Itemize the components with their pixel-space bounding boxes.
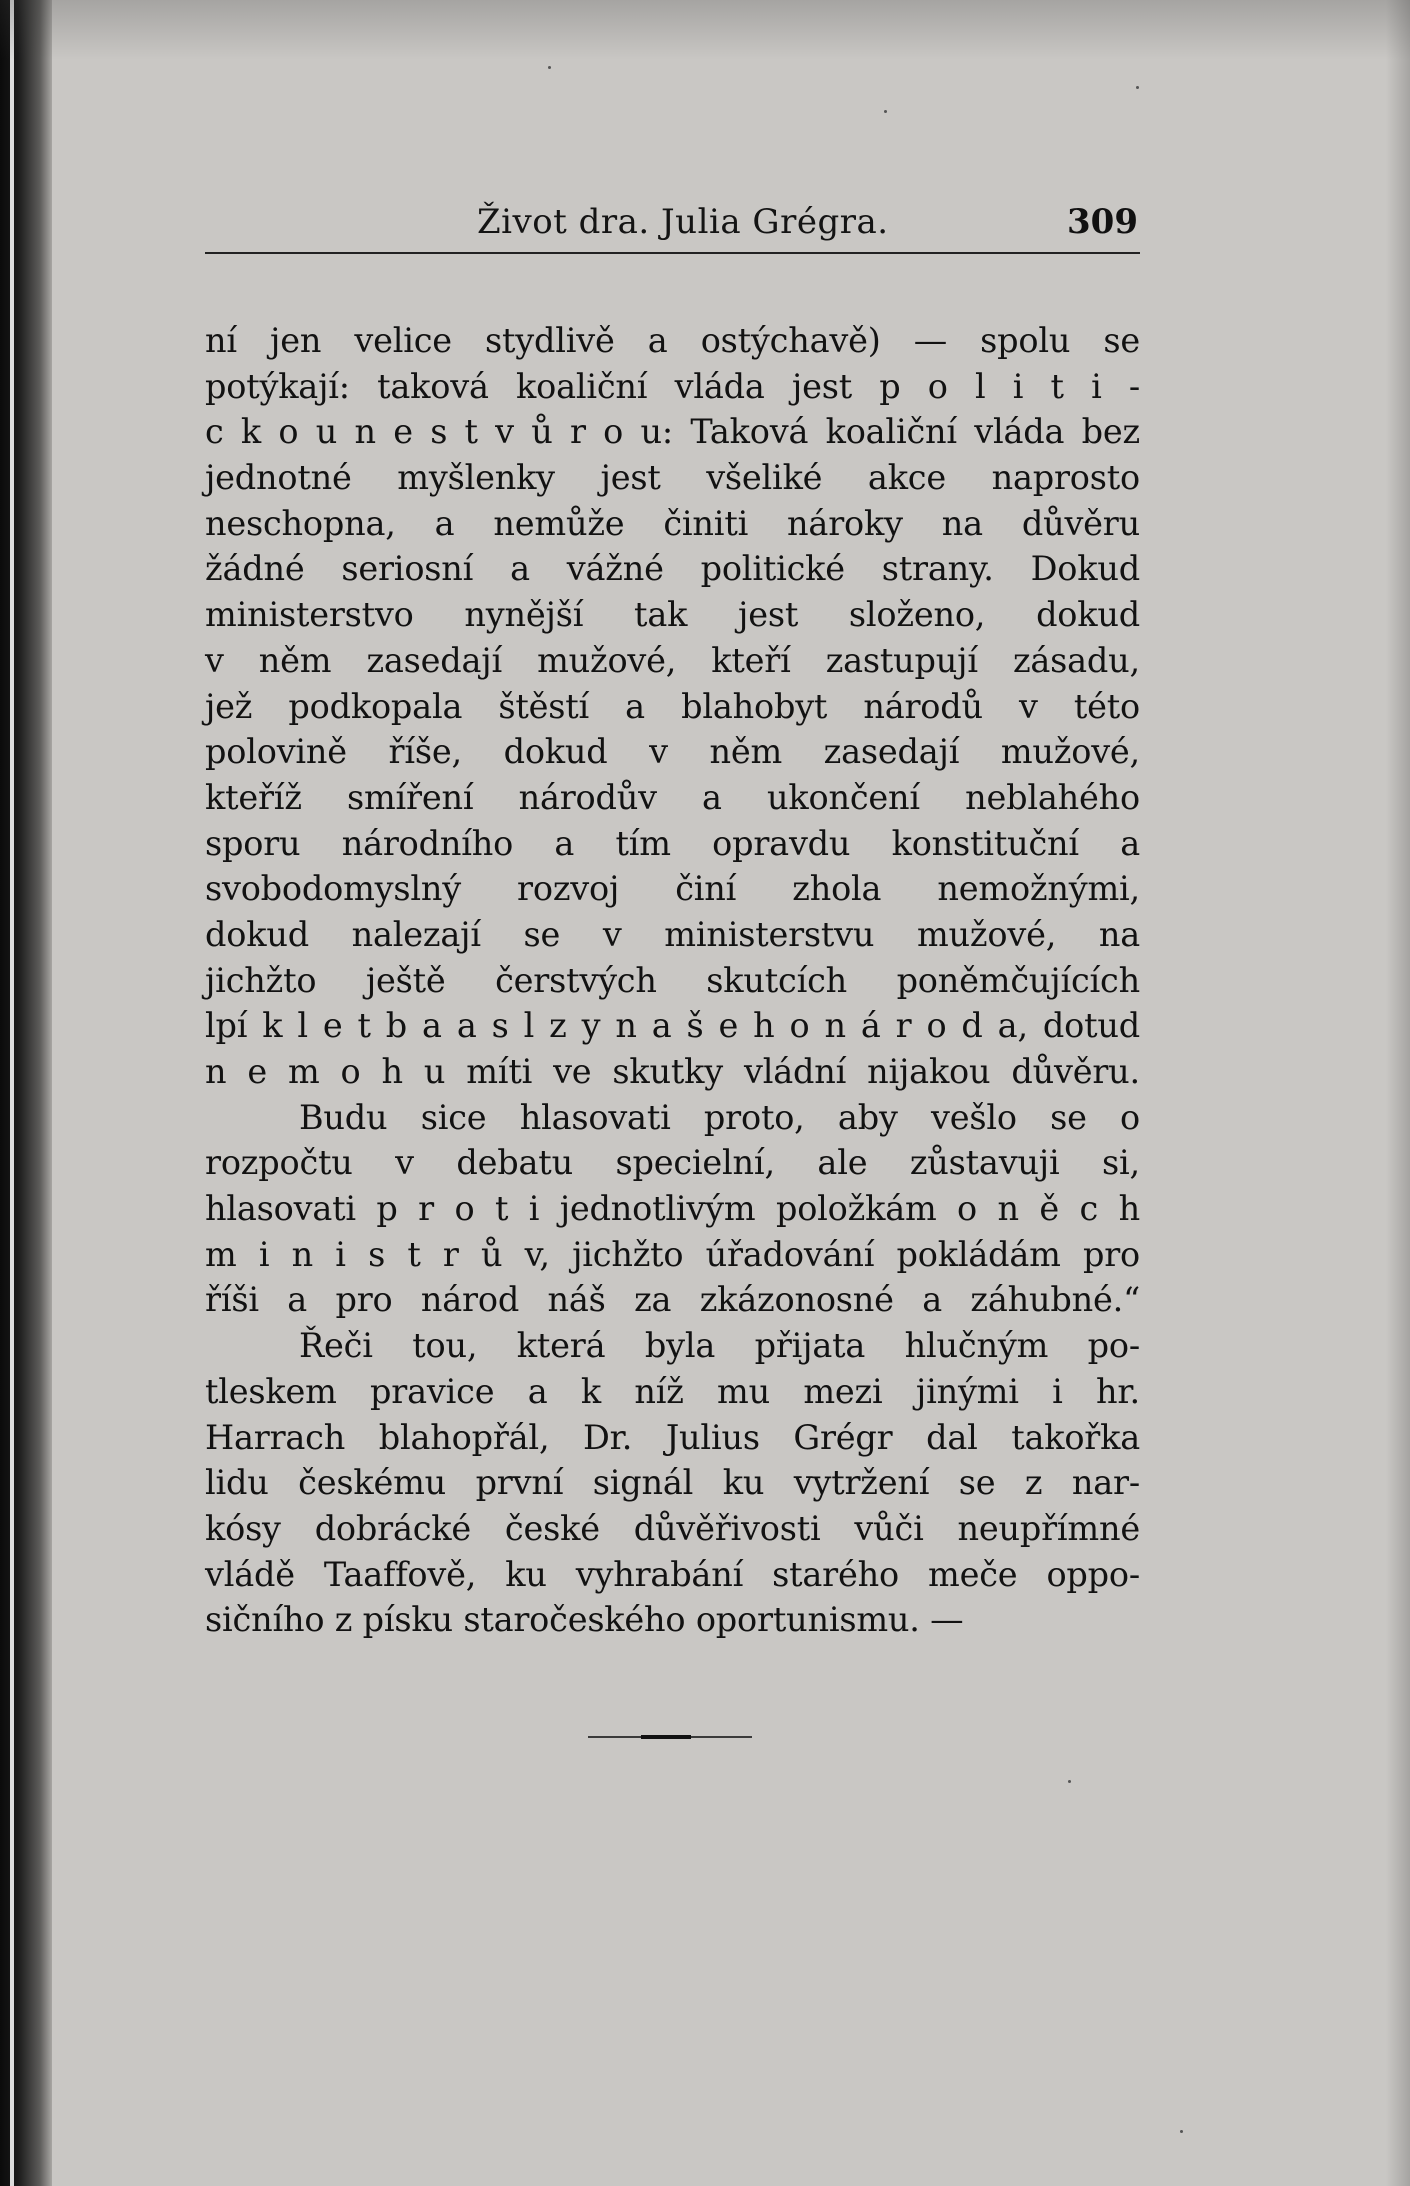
running-title: Život dra. Julia Grégra.: [477, 202, 889, 242]
page-edge-shadow: [1386, 0, 1410, 2186]
print-speck: [884, 110, 887, 113]
print-speck: [548, 66, 551, 69]
text-line: sičního z písku staročeského oportunismu. —: [205, 1600, 964, 1640]
text-line: Harrach blahopřál, Dr. Julius Grégr dal takořka: [205, 1417, 1140, 1457]
text-line: jichžto ještě čerstvých skutcích poněmčujících: [205, 960, 1140, 1000]
text-line: kteříž smíření národův a ukončení neblahého: [205, 777, 1140, 817]
print-speck: [1180, 2130, 1183, 2133]
text-line: n e m o h u míti ve skutky vládní nijakou důvěru.: [205, 1052, 1140, 1091]
body-text: [205, 318, 1140, 1643]
print-speck: [1136, 86, 1139, 89]
page-top-shadow: [0, 0, 1410, 60]
text-line: lidu českému první signál ku vytržení se z nar-: [205, 1463, 1140, 1503]
text-line: lpí k l e t b a a s l z y n a š e h o n á r o d a, dotud: [205, 1006, 1140, 1046]
text-line: ministerstvo nynější tak jest složeno, dokud: [205, 595, 1140, 635]
print-speck: [1068, 1780, 1071, 1783]
text-line: Budu sice hlasovati proto, aby vešlo se o: [299, 1097, 1140, 1137]
text-line: dokud nalezají se v ministerstvu mužové, na: [205, 914, 1140, 954]
text-line: v něm zasedají mužové, kteří zastupují zásadu,: [205, 640, 1140, 680]
text-line: jež podkopala štěstí a blahobyt národů v této: [205, 686, 1140, 726]
text-line: neschopna, a nemůže činiti nároky na důvěru: [205, 503, 1140, 543]
text-line: hlasovati p r o t i jednotlivým položkám o n ě c h: [205, 1189, 1140, 1229]
text-line: vládě Taaffově, ku vyhrabání starého meče oppo-: [205, 1554, 1140, 1594]
running-header: [205, 198, 1140, 254]
page-number: 309: [1067, 202, 1138, 242]
text-line: žádné seriosní a vážné politické strany. Dokud: [205, 549, 1140, 589]
section-end-rule-center: [641, 1735, 691, 1739]
book-spine-shadow: [0, 0, 52, 2186]
text-line: ní jen velice stydlivě a ostýchavě) — spolu se: [205, 321, 1140, 360]
text-line: kósy dobrácké české důvěřivosti vůči neupřímné: [205, 1508, 1140, 1548]
text-line: sporu národního a tím opravdu konstituční a: [205, 823, 1140, 863]
text-line: rozpočtu v debatu specielní, ale zůstavuji si,: [205, 1143, 1140, 1183]
text-line: tleskem pravice a k níž mu mezi jinými i hr.: [205, 1371, 1140, 1411]
scan-edge-line: [10, 0, 14, 2186]
text-line: c k o u n e s t v ů r o u: Taková koaliční vláda bez: [205, 412, 1140, 452]
text-line: polovině říše, dokud v něm zasedají mužové,: [205, 732, 1140, 772]
text-line: říši a pro národ náš za zkázonosné a záhubné.“: [205, 1280, 1140, 1320]
text-line: m i n i s t r ů v, jichžto úřadování pokládám pro: [205, 1234, 1140, 1274]
text-line: jednotné myšlenky jest všeliké akce naprosto: [205, 458, 1140, 498]
text-line: Řeči tou, která byla přijata hlučným po-: [299, 1326, 1140, 1366]
text-line: potýkají: taková koaliční vláda jest p o l i t i -: [205, 366, 1140, 406]
text-line: svobodomyslný rozvoj činí zhola nemožnými,: [205, 869, 1140, 909]
